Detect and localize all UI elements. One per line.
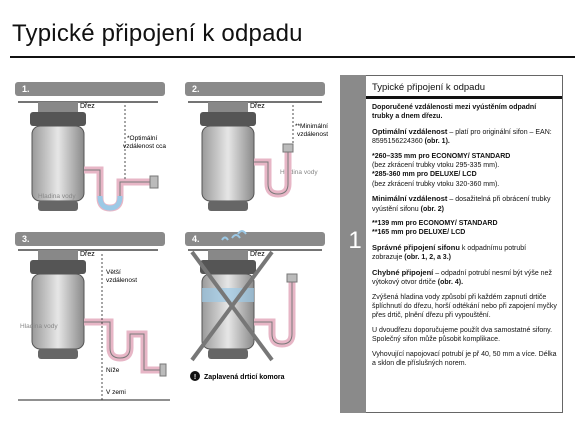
disposer-base xyxy=(208,201,248,211)
disposer-base xyxy=(38,349,78,359)
disposer-body xyxy=(32,274,84,349)
optimal-ranges xyxy=(372,152,558,190)
disposer-collar xyxy=(30,260,86,274)
panel-number: 4. xyxy=(192,234,200,244)
water-level-label: Hladina vody xyxy=(20,323,58,330)
distance-label-2: vzdálenost xyxy=(106,277,138,284)
optimal-range-2: *285-360 mm pro DELUXE/ LCD xyxy=(372,171,477,179)
waste-outlet xyxy=(150,176,158,188)
distance-label: **Minimální xyxy=(295,123,328,130)
waste-outlet xyxy=(287,274,297,282)
correct-paragraph xyxy=(372,243,558,263)
panel-number-bar xyxy=(15,82,165,96)
sink-label: Dřez xyxy=(250,251,265,258)
disposer-body xyxy=(32,126,84,201)
sink-label: Dřez xyxy=(80,103,95,110)
lower-label: Níže xyxy=(106,367,120,374)
optimal-paragraph xyxy=(372,127,558,147)
water-level-label: Hladina vody xyxy=(38,193,76,200)
wrong-paragraph xyxy=(372,268,558,288)
info-box xyxy=(366,75,563,413)
disposer-base xyxy=(38,201,78,211)
optimal-ref: (obr. 1). xyxy=(424,138,450,146)
info-box-title: Typické připojení k odpadu xyxy=(372,82,486,93)
optimal-range-2-note: (bez zkrácení trubky vtoku 320-360 mm). xyxy=(372,180,500,188)
optimal-heading: Optimální vzdálenost xyxy=(372,126,448,136)
wrong-ref: (obr. 4). xyxy=(437,279,464,287)
optimal-range-1: *260–335 mm pro ECONOMY/ STANDARD xyxy=(372,152,511,160)
min-ranges xyxy=(372,219,558,238)
distance-label-2: vzdálenost cca xyxy=(123,143,166,150)
wrong-text: – odpadní potrubí nesmí být výše než výtokový otvor drtiče xyxy=(372,269,552,287)
info-box-header xyxy=(366,76,562,99)
correct-text: k odpadnímu potrubí zobrazuje xyxy=(372,244,527,262)
correct-heading: Správné připojení sifonu xyxy=(372,242,460,252)
sink-label: Dřez xyxy=(250,103,265,110)
diagram-panel-3 xyxy=(10,230,328,410)
section-number: 1 xyxy=(348,227,362,254)
title-underline xyxy=(10,56,575,58)
panel-number-bar xyxy=(15,232,165,246)
warning-icon-glyph: ! xyxy=(193,374,197,381)
min-range-2: **165 mm pro DELUXE/ LCD xyxy=(372,229,466,237)
panel-number-bar xyxy=(185,82,325,96)
sink-label: Dřez xyxy=(80,251,95,258)
siphon-pipe xyxy=(254,282,292,344)
panel-number-bar xyxy=(185,232,325,246)
disposer-base xyxy=(208,349,248,359)
wrong-heading: Chybné připojení xyxy=(372,267,434,277)
disposer-collar xyxy=(30,112,86,126)
floor-label: V zemi xyxy=(106,389,126,396)
disposer-collar xyxy=(200,112,256,126)
siphon-outline xyxy=(84,322,160,370)
min-paragraph xyxy=(372,194,558,214)
distance-label: *Optimální xyxy=(127,135,158,142)
panel-number: 2. xyxy=(192,84,200,94)
warning-text: Zaplavená drticí komora xyxy=(204,374,285,381)
sink-flange xyxy=(38,102,78,112)
siphon-pipe xyxy=(84,322,160,370)
optimal-text: – platí pro originální sifon – EAN: 8595156224360 xyxy=(372,128,552,146)
paragraph-3: Vyhovující napojovací potrubí je př 40, 50 mm a více. Délka a sklon dle příslušných norem. xyxy=(372,350,557,367)
correct-ref: (obr. 1, 2, a 3.) xyxy=(404,254,451,262)
waste-outlet xyxy=(283,144,293,152)
paragraph-2: U dvoudřezu doporučujeme použít dva samostatné sifony. Společný sifon může působit komplikace. xyxy=(372,326,553,344)
panel-number: 1. xyxy=(22,84,30,94)
sink-flange xyxy=(38,250,78,260)
distance-label-2: vzdálenost xyxy=(297,131,328,138)
sink-flange xyxy=(208,102,248,112)
min-text: – dosažitelná při obrácení trubky vyústění sifonu xyxy=(372,196,551,213)
min-range-1: **139 mm pro ECONOMY/ STANDARD xyxy=(372,220,498,228)
paragraph-1: Zvýšená hladina vody způsobí při každém zapnutí drtiče šplíchnutí do dřezu, horší odtékání nebo při zapojení myčky přes drtič, plnění dřezu při vypouštění. xyxy=(372,293,557,320)
disposer-body xyxy=(202,126,254,201)
info-box-body xyxy=(372,103,558,373)
diagram-panel-1 xyxy=(10,80,328,240)
sink-flange xyxy=(208,250,248,260)
panel-number: 3. xyxy=(22,234,30,244)
intro-text: Doporučené vzdálenosti mezi vyústěním odpadní trubky a dnem dřezu. xyxy=(372,104,537,121)
page-title: Typické připojení k odpadu xyxy=(12,20,303,47)
waste-outlet xyxy=(160,364,166,376)
water-level-label: Hladina vody xyxy=(280,169,318,176)
min-heading: Minimální vzdálenost xyxy=(372,194,448,204)
optimal-range-1-note: (bez zkrácení trubky vtoku 295-335 mm). xyxy=(372,162,500,170)
min-ref: (obr. 2) xyxy=(420,205,444,213)
distance-label: Větší xyxy=(106,269,121,276)
